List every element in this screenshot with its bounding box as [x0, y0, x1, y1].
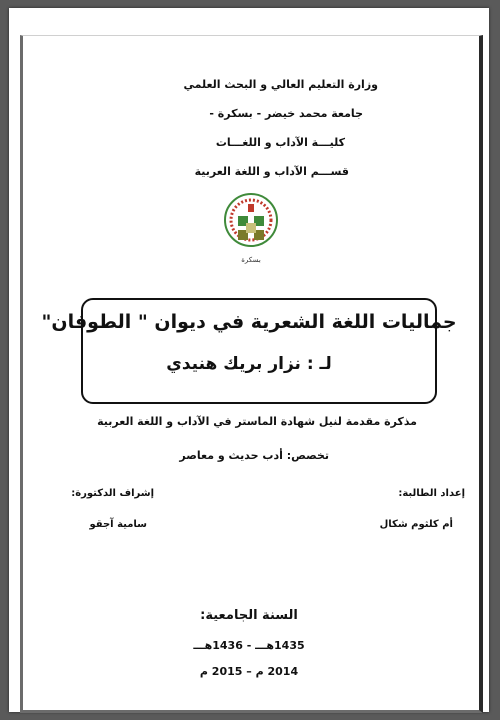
student-label: إعداد الطالبة:	[398, 488, 465, 499]
university-logo-icon	[220, 190, 282, 268]
supervisor-name: سامية آجقو	[89, 519, 147, 530]
academic-year-label: السنة الجامعية:	[200, 608, 298, 623]
department-name: قســـم الآداب و اللغة العربية	[194, 165, 349, 178]
thesis-title: جماليات اللغة الشعرية في ديوان " الطوفان"	[41, 311, 457, 333]
specialty: تخصص: أدب حديث و معاصر	[179, 449, 329, 462]
thesis-author-line: لـ : نزار بريك هنيدي	[166, 354, 332, 374]
university-name: جامعة محمد خيضر - بسكرة -	[209, 107, 363, 120]
academic-year-gregorian: 2014 م – 2015 م	[199, 665, 299, 678]
ministry-name: وزارة التعليم العالي و البحث العلمي	[183, 78, 378, 91]
supervisor-label: إشراف الدكتورة:	[71, 488, 154, 499]
thesis-subtitle: مذكرة مقدمة لنيل شهادة الماستر في الآداب و اللغة العربية	[97, 415, 417, 428]
logo-caption: بسكرة	[241, 256, 261, 264]
academic-year-hijri: 1435هـــ - 1436هـــ	[193, 639, 305, 652]
document-page	[9, 8, 489, 712]
student-name: أم كلثوم شكال	[379, 519, 453, 530]
faculty-name: كليـــة الآداب و اللغـــات	[215, 136, 345, 149]
